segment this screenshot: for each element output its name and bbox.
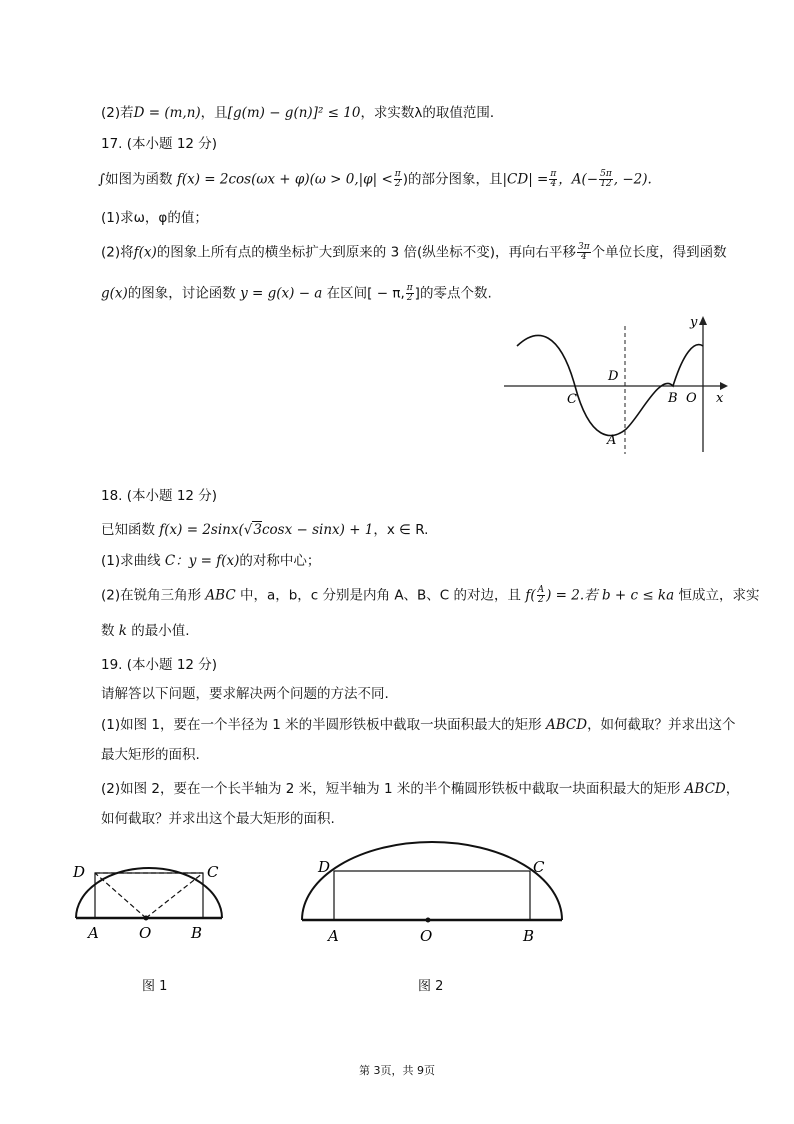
q19-part1b: 最大矩形的面积. (101, 747, 200, 763)
sqrt-sign: √ (243, 522, 253, 538)
q17-cosine-graph (500, 312, 740, 457)
frac-A-2: $\frac{A}{2}$ (537, 585, 545, 605)
dashed-OD (95, 873, 146, 918)
fig1-label-O: O (139, 924, 152, 942)
fig2-label-A: A (328, 927, 339, 945)
rectangle-ABCD-2 (334, 871, 530, 920)
frac-5pi-12: $\frac{5\pi}{12}$ (600, 169, 612, 189)
rectangle-ABCD (95, 873, 203, 918)
center-O (144, 916, 149, 921)
label-B: B (668, 391, 678, 406)
fig2-label-O: O (420, 927, 433, 945)
q17-part2: (2)将f(x)的图象上所有点的横坐标扩大到原来的 3 倍(纵坐标不变)，再向右平移 $\frac{3\pi}{4}$ 个单位长度，得到函数 (101, 242, 727, 262)
label-O: O (686, 391, 697, 406)
q19-part1a: (1)如图 1，要在一个半径为 1 米的半圆形铁板中截取一块面积最大的矩形 ABCD，如何截取？并求出这个 (101, 717, 736, 733)
q19-header: 19. (本小题 12 分) (101, 657, 218, 673)
q17-part1: (1)求ω，φ的值； (101, 210, 208, 226)
integral-symbol: ∫ (98, 171, 106, 188)
q19-figure-2 (294, 832, 574, 947)
q19-part2a: (2)如图 2，要在一个长半轴为 2 米，短半轴为 1 米的半个椭圆形铁板中截取一块面积最大的矩形 ABCD， (101, 781, 740, 797)
semi-ellipse-arc (302, 842, 562, 920)
q19-figure-1 (66, 832, 236, 947)
frac-pi-4: $\frac{\pi}{4}$ (550, 169, 557, 189)
frac-3pi-4: $\frac{3\pi}{4}$ (578, 242, 590, 262)
fig2-caption: 图 2 (418, 979, 444, 994)
q17-stem: ∫如图为函数 f(x) = 2cos(ωx + φ)(ω > 0,|φ| < $\frac{\pi}{2}$ )的部分图象，且|CD| = $\frac{\pi}{4}$ ，A(− $\frac{5\pi}{12}$ , −2). (98, 169, 652, 189)
q18-part1: (1)求曲线 C：y = f(x)的对称中心； (101, 553, 321, 569)
q17-part2b: g(x)的图象，讨论函数 y = g(x) − a 在区间[ − π, $\frac{\pi}{2}$ ]的零点个数. (101, 283, 492, 303)
center-O-2 (426, 918, 431, 923)
fig2-label-D: D (318, 858, 331, 876)
fig1-label-D: D (73, 863, 86, 881)
q18-part2: (2)在锐角三角形 ABC 中，a，b，c 分别是内角 A、B、C 的对边，且 f( $\frac{A}{2}$ ) = 2.若 b + c ≤ ka 恒成立，求实 (101, 585, 760, 605)
label-x: x (716, 391, 724, 406)
fig1-label-C: C (207, 863, 219, 881)
label-C: C (567, 392, 577, 407)
fig1-label-A: A (88, 924, 99, 942)
x-axis-arrow (720, 382, 728, 390)
q19-part2b: 如何截取？并求出这个最大矩形的面积. (101, 811, 335, 827)
q18-part2b: 数 k 的最小值. (101, 623, 190, 639)
q18-header: 18. (本小题 12 分) (101, 488, 218, 504)
y-axis-arrow (699, 316, 707, 325)
fig2-label-B: B (523, 927, 535, 945)
fig2-label-C: C (533, 858, 545, 876)
fig1-caption: 图 1 (142, 979, 168, 994)
q17-header: 17. (本小题 12 分) (101, 136, 218, 152)
q16-part2: (2)若D = (m,n)，且[g(m) − g(n)]² ≤ 10，求实数λ的取值范围． (101, 105, 504, 121)
fig1-label-B: B (191, 924, 203, 942)
q19-intro: 请解答以下问题，要求解决两个问题的方法不同. (101, 686, 389, 702)
frac-pi-2b: $\frac{\pi}{2}$ (406, 283, 413, 303)
frac-pi-2: $\frac{\pi}{2}$ (394, 169, 401, 189)
label-A: A (607, 433, 617, 448)
label-D: D (608, 369, 619, 384)
q18-stem: 已知函数 f(x) = 2sinx(√3cosx − sinx) + 1，x ∈ R. (101, 522, 429, 538)
page-footer: 第 3页，共 9页 (359, 1064, 435, 1077)
label-y: y (690, 315, 698, 330)
